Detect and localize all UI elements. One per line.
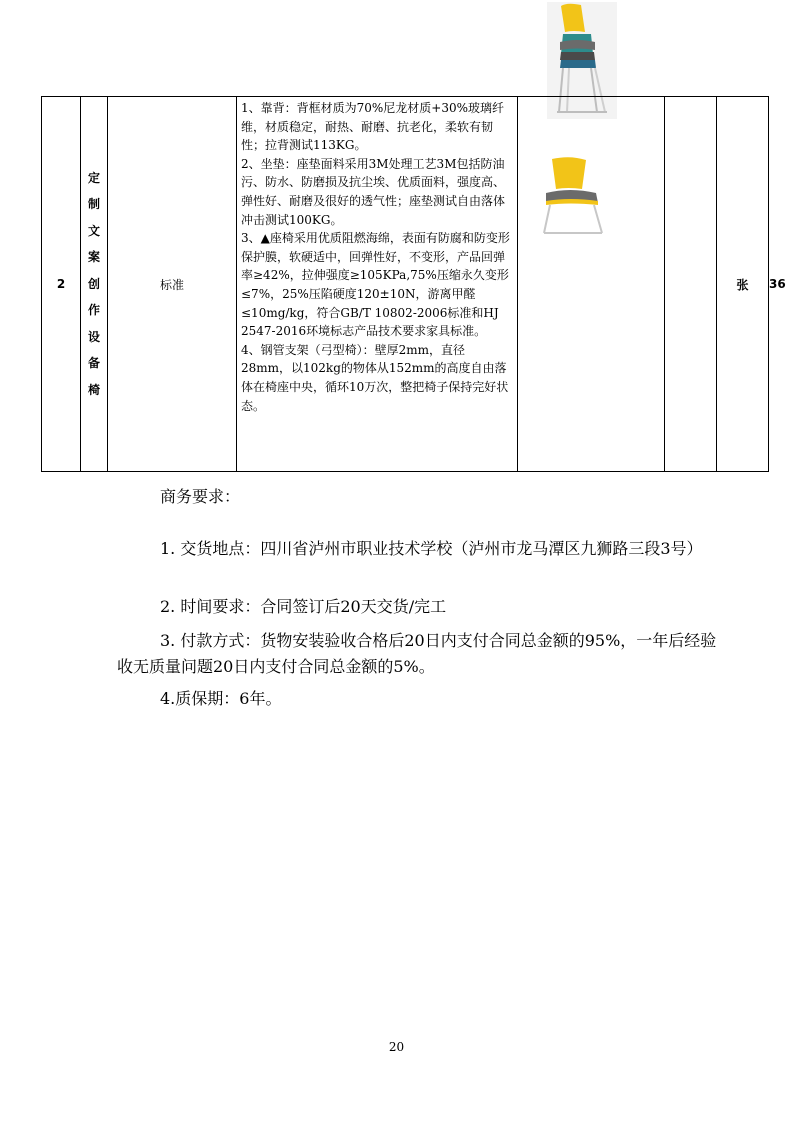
item-name [81, 97, 108, 472]
spec-cushion: 2、坐垫：座垫面料采用3M处理工艺3M包括防油污、防水、防磨损及抗尘埃、优质面料，强度高、弹性好、耐磨及很好的透气性；座垫测试自由落体冲击测试100KG。 [241, 156, 506, 227]
page-number: 20 [388, 1040, 405, 1054]
item-name-char: 椅 [87, 382, 100, 397]
item-name-char: 制 [87, 197, 100, 212]
spec-sponge: 3、▲座椅采用优质阻燃海绵，表面有防腐和防变形保护膜，软硬适中，回弹性好，不变形，产品回弹率≥42%，拉伸强度≥105KPa,75%压缩永久变形≤7%，25%压陷硬度120±10N，游离甲醛≤10mg/kg，符合GB/T 10802-2006标准和HJ 2547-2016环境标志产品技术要求家具标准。 [241, 231, 510, 339]
item-name-char: 创 [87, 276, 100, 291]
item-name-char: 文 [87, 223, 100, 238]
empty-cell [665, 97, 717, 472]
delivery-location: 1. 交货地点：四川省泸州市职业技术学校（泸州市龙马潭区九狮路三段3号） [160, 539, 703, 558]
item-name-char: 作 [87, 303, 100, 318]
image-cell [518, 97, 665, 472]
payment-method: 3. 付款方式：货物安装验收合格后20日内支付合同总金额的95%，一年后经验收无质量问题20日内支付合同总金额的5%。 [117, 631, 717, 676]
chair-image [540, 157, 604, 237]
item-name-char: 案 [87, 250, 100, 265]
spec-backrest: 1、靠背：背框材质为70%尼龙材质+30%玻璃纤维，材质稳定，耐热、耐磨、抗老化，柔软有韧性；拉背测试113KG。 [241, 101, 505, 153]
row-number: 2 [42, 97, 81, 472]
table-row: 2 定 制 文 案 创 作 设 备 椅 标准 1、靠背：背框材质为70%尼龙材质+30%玻璃纤维，材质稳定，耐热、耐磨、抗老化，柔软有韧性；拉背测试113KG。 2、坐垫：座垫面料采用3M处理工艺3M包括防油污、防水、防磨损及抗尘埃、优质面料，强度高、弹性好、耐磨及很好的透气性；座垫测试自由落体冲击测试100KG。 3、▲座椅采用优质阻燃海绵，表面有防腐和防变形保护膜，软硬适中，回弹性好，不变形，产品回弹率≥42%，拉伸强度≥105KPa,75%压缩永久变形≤7%，25%压陷硬度120±10N，游离甲醛≤10mg/kg，符合GB/T 10802-2006标准和HJ 2547-2016环境标志产品技术要求家具标准。 4、钢管支架（弓型椅）：壁厚2mm，直径28mm，以102kg的物体从152mm的高度自由落体在椅座中央，循环10万次，整把椅子保持完好状态。 张 36 [42, 97, 769, 472]
unit-cell: 张 [717, 97, 769, 472]
spec-steel-frame: 4、钢管支架（弓型椅）：壁厚2mm，直径28mm，以102kg的物体从152mm的高度自由落体在椅座中央，循环10万次，整把椅子保持完好状态。 [241, 342, 509, 413]
standard-cell: 标准 [108, 97, 237, 472]
business-requirements-title: 商务要求： [160, 487, 241, 506]
item-name-char: 定 [87, 170, 100, 185]
item-name-char: 设 [87, 329, 100, 344]
spec-table [41, 96, 786, 472]
description-cell [237, 97, 518, 472]
item-name-char: 备 [87, 356, 100, 371]
time-requirement: 2. 时间要求：合同签订后20天交货/完工 [160, 597, 447, 616]
warranty-period: 4.质保期：6年。 [160, 689, 282, 708]
